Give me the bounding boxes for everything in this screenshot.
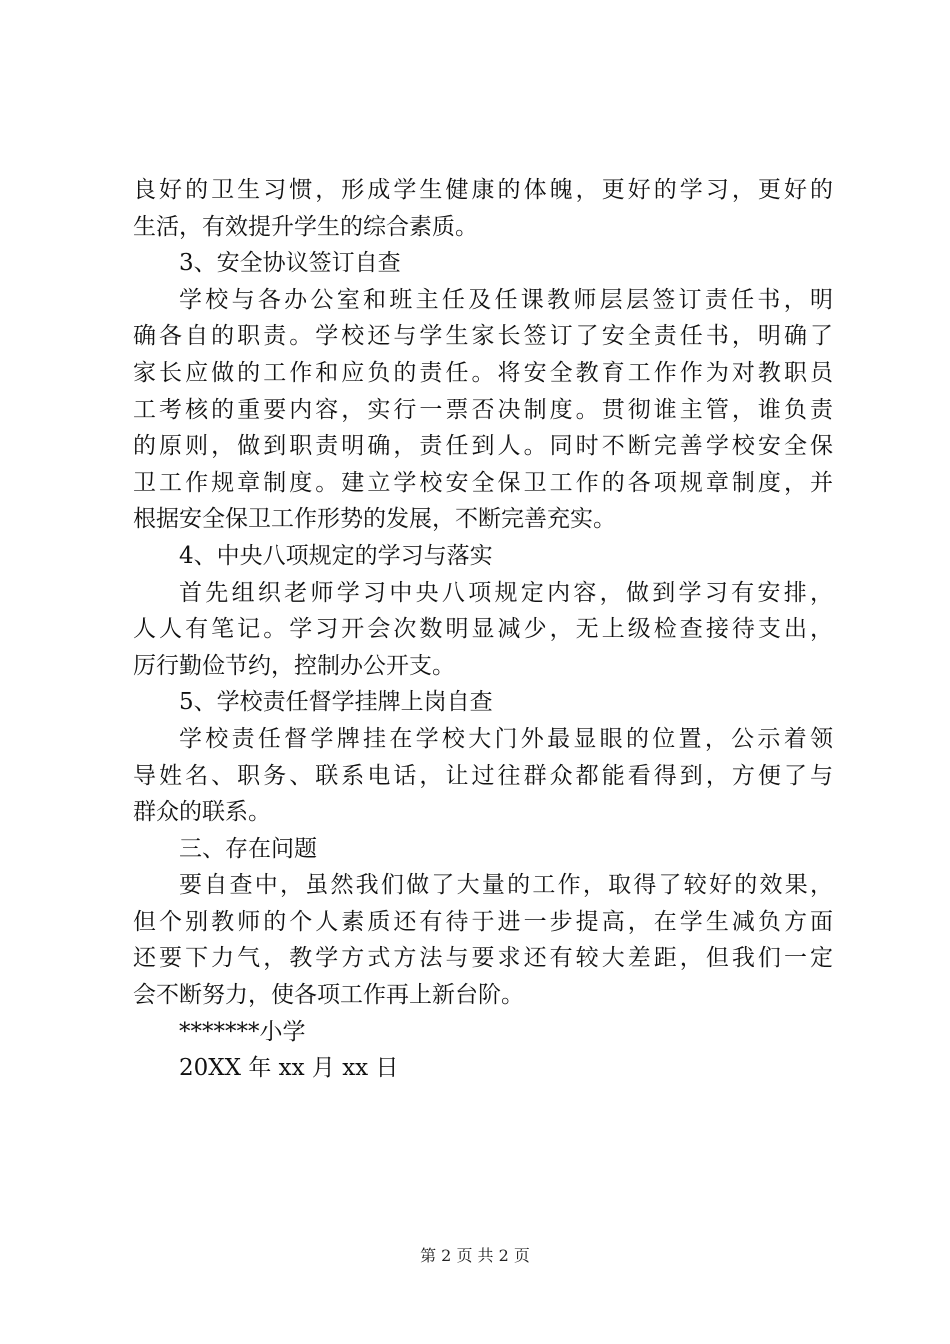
body-line: 人人有笔记。学习开会次数明显减少，无上级检查接待支出， bbox=[133, 616, 833, 643]
signature-date: 20XX 年 xx 月 xx 日 bbox=[179, 1055, 399, 1082]
body-line: 会不断努力，使各项工作再上新台阶。 bbox=[133, 982, 524, 1009]
body-line: 导姓名、职务、联系电话，让过往群众都能看得到，方便了与 bbox=[133, 762, 833, 789]
body-line: 学校责任督学牌挂在学校大门外最显眼的位置，公示着领 bbox=[179, 725, 833, 752]
document-body bbox=[133, 172, 833, 1087]
body-line: 群众的联系。 bbox=[133, 799, 271, 826]
body-line: 要自查中，虽然我们做了大量的工作，取得了较好的效果， bbox=[179, 872, 833, 899]
body-line: 学校与各办公室和班主任及任课教师层层签订责任书，明 bbox=[179, 286, 833, 313]
body-line: 家长应做的工作和应负的责任。将安全教育工作作为对教职员 bbox=[133, 359, 833, 386]
body-line: 良好的卫生习惯，形成学生健康的体魄，更好的学习，更好的 bbox=[133, 177, 833, 203]
body-line: 根据安全保卫工作形势的发展，不断完善充实。 bbox=[133, 506, 616, 533]
body-line: 但个别教师的个人素质还有待于进一步提高，在学生减负方面 bbox=[133, 908, 833, 935]
section-heading: 3、安全协议签订自查 bbox=[179, 250, 401, 277]
body-line: 工考核的重要内容，实行一票否决制度。贯彻谁主管，谁负责 bbox=[133, 396, 833, 423]
section-heading: 5、学校责任督学挂牌上岗自查 bbox=[179, 689, 493, 716]
body-line: 的原则，做到职责明确，责任到人。同时不断完善学校安全保 bbox=[133, 433, 833, 460]
section-heading: 三、存在问题 bbox=[179, 835, 317, 862]
body-line: 厉行勤俭节约，控制办公开支。 bbox=[133, 652, 455, 679]
body-line: 生活，有效提升学生的综合素质。 bbox=[133, 213, 478, 240]
section-heading: 4、中央八项规定的学习与落实 bbox=[179, 542, 493, 569]
body-line: 确各自的职责。学校还与学生家长签订了安全责任书，明确了 bbox=[133, 323, 833, 350]
body-line: 首先组织老师学习中央八项规定内容，做到学习有安排， bbox=[179, 579, 833, 606]
body-line: 卫工作规章制度。建立学校安全保卫工作的各项规章制度，并 bbox=[133, 469, 833, 496]
signature-school: *******小学 bbox=[179, 1018, 306, 1045]
page-footer: 第 2 页 共 2 页 bbox=[420, 1246, 530, 1265]
body-line: 还要下力气，教学方式方法与要求还有较大差距，但我们一定 bbox=[133, 945, 833, 972]
